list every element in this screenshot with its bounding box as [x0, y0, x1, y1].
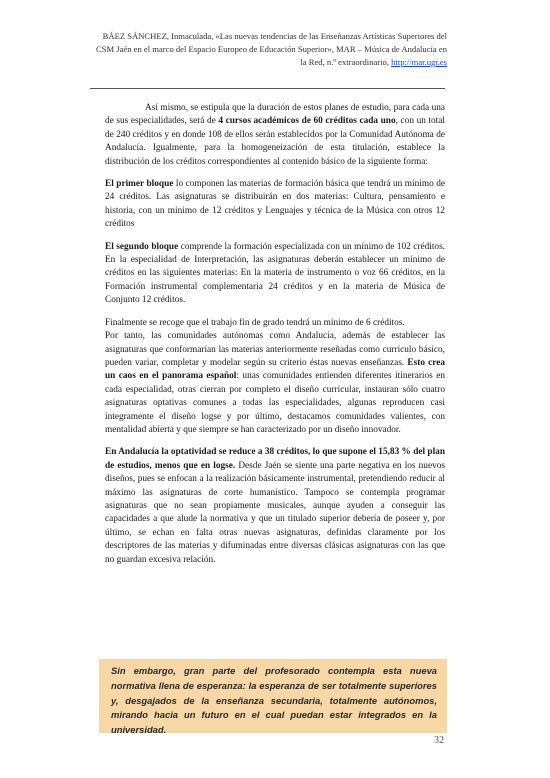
paragraph-autonomous	[105, 330, 445, 437]
running-header	[70, 30, 447, 69]
paragraph-second-block	[105, 241, 445, 308]
para5-bold: Esto crea un caos en el panorama español	[105, 357, 445, 382]
para3-text: comprende la formación especializada con un mínimo de 102 créditos. En la especialidad de Interpretación, las asignaturas deberán establecer un mínimo de créditos en las siguientes materias: En la materia de instrumento o voz 66 créditos, en la Formación instrumental complementaria 24 créditos y en la materia de Música de Conjunto 12 créditos.	[105, 241, 446, 306]
header-line-3	[70, 56, 447, 69]
para5-text-a: Por tanto, las comunidades autónomas como Andalucía, además de establecer las asignaturas que conformarían las materias anteriormente reseñadas como currículo básico, pueden variar, completar y modelar según su criterio éstas nuevas enseñanzas.	[105, 331, 445, 368]
paragraph-duration	[105, 102, 445, 169]
paragraph-andalucia	[105, 446, 445, 567]
para5-text-c: : unas comunidades entienden diferentes itinerarios en cada especialidad, otras cierran por completo el diseño curricular, instauran sólo cuatro asignaturas optativas comunes a todas las especialidades, algunas reproducen casi íntegramente el diseño logse y por último, destacamos comunidades valientes, con mentalidad abierta y que siempre se han caracterizado por un diseño innovador.	[105, 371, 445, 435]
header-line-3-text: la Red, n.º extraordinario,	[300, 57, 389, 67]
article-body	[105, 102, 445, 567]
second-block-heading: El segundo bloque	[105, 241, 179, 252]
para1-text-c: , con un total de 240 créditos y en donde 108 de ellos serán establecidos por la Comunidad Autónoma de Andalucía. Igualmente, para la homogeneización de esta titulación, establece la distribución de los créditos correspondientes al contenido básico de la siguiente forma:	[105, 116, 445, 167]
header-line-1: BÁEZ SÁNCHEZ, Inmaculada, «Las nuevas tendencias de las Enseñanzas Artísticas Superiores del	[102, 31, 447, 41]
para1-bold: 4 cursos académicos de 60 créditos cada uno	[218, 116, 396, 127]
para2-text: lo componen las materias de formación básica que tendrá un mínimo de 24 créditos. Las asignaturas se distribuirán en dos materias: Cultura, pensamiento e historia, con un mínimo de 12 créditos y Lenguajes y técnica de la Música con otros 12 créditos	[105, 179, 446, 230]
header-rule	[90, 88, 445, 89]
header-line-2: CSM Jaén en el marco del Espacio Europeo de Educación Superior», MAR – Música de Andalucía en	[95, 44, 447, 54]
first-block-heading: El primer bloque	[105, 179, 174, 190]
highlight-callout: Sin embargo, gran parte del profesorado contempla esta nueva normativa llena de esperanza: la esperanza de ser totalmente superiores y, desgajados de la enseñanza secundaria, totalmente autónomos, mirando hacia un futuro en el cual puedan estar integrados en la universidad.	[99, 659, 447, 733]
page-number: 32	[434, 735, 444, 746]
paragraph-final-work	[65, 317, 445, 330]
paragraph-first-block	[105, 178, 445, 232]
para4-text: Finalmente se recoge que el trabajo fin de grado tendrá un mínimo de 6 créditos.	[105, 317, 405, 328]
para6-bold: En Andalucía la optatividad se reduce a 38 créditos, lo que supone el 15,83 % del plan de estudios, menos que en logse.	[105, 447, 445, 471]
para1-text-a: Así mismo, se estipula que la duración de estos planes de estudio, para cada una de sus especialidades, será de	[105, 103, 445, 127]
journal-link[interactable]: http://mar.ugr.es	[391, 57, 447, 67]
para6-text: Desde Jaén se siente una parte negativa en los nuevos diseños, pues se enfocan a la realización básicamente instrumental, pretendiendo reducir al máximo las asignaturas de corte humanístico. Tampoco se contempla programar asignaturas que no sean propiamente musicales, aunque ayuden a conseguir las capacidades a que alude la normativa y que un titulado superior debería de poseer y, por último, se echan en falta otras nuevas asignaturas, definidas claramente por los descriptores de las materias y difuminadas entre diversas clásicas asignaturas con las que no guardan excesiva relación.	[105, 460, 445, 565]
